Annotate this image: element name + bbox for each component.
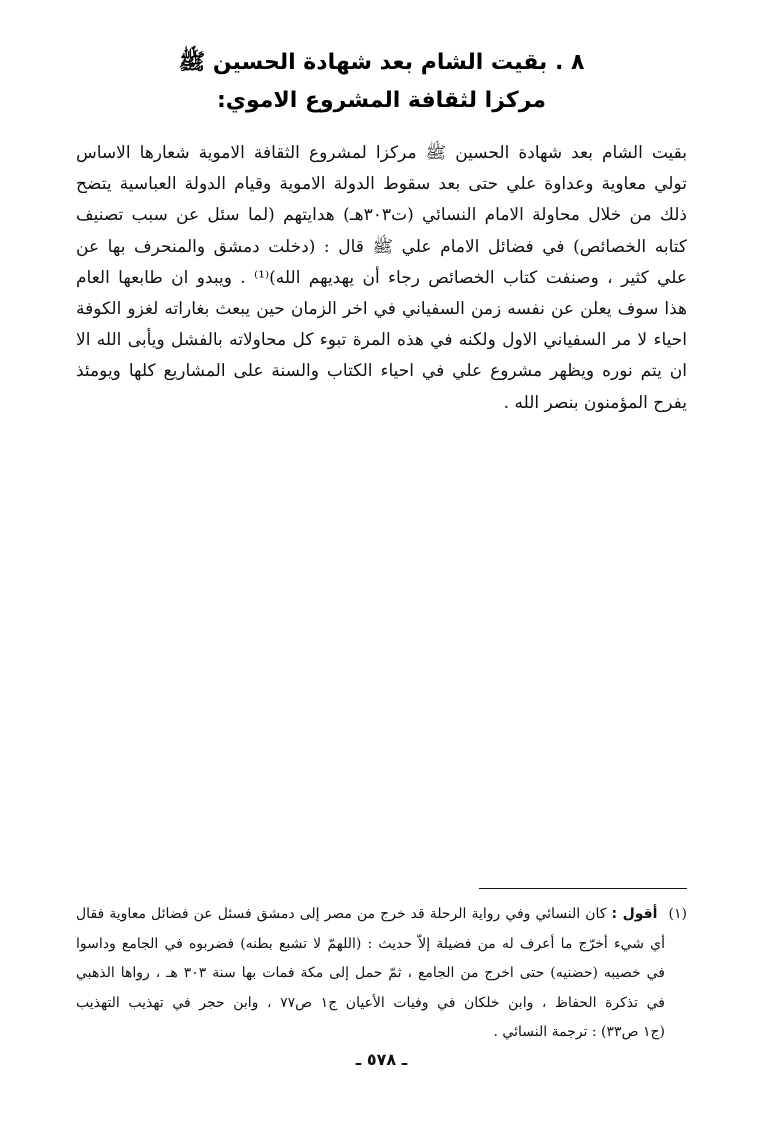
section-heading-line-1: ٨ . بقيت الشام بعد شهادة الحسين ﷺ [178,50,585,75]
footnote-line-1-text: كان النسائي وفي رواية الرحلة قد خرج من مصر إلى دمشق فسئل عن فضائل معاوية فقال [76,906,607,922]
footnote-line-5: (ج١ ص٣٣) : ترجمة النسائي . [493,1024,665,1040]
body-line-3: ذلك من خلال محاولة الامام النسائي (ت٣٠٣هـ) هدايتهم (لما سئل عن سبب تصنيف [76,205,687,226]
footnote-line-3: في خصيبه (حضنيه) حتى اخرج من الجامع ، ثمّ حمل إلى مكة فمات بها سنة ٣٠٣ هـ ، رواها الذهبي [76,965,665,981]
footnote-lead: أقول : [611,906,658,922]
body-line-5: علي كثير ، وصنفت كتاب الخصائص رجاء أن يهديهم الله)⁽¹⁾ . ويبدو ان طابعها العام [76,267,687,288]
footnote-line-2: أي شيء أخرّج ما أعرف له من فضيلة إلاّ حديث : (اللهمّ لا تشبع بطنه) فضربوه في الجامع وداسوا [76,935,665,952]
footnote [76,900,687,1048]
body-line-8: ان يتم نوره ويظهر مشروع علي في احياء الكتاب والسنة على المشاريع كلها ويومئذ [76,361,687,382]
footnote-line-1 [76,900,687,930]
footnote-divider [479,888,687,889]
page-number: ـ ٥٧٨ ـ [355,1050,408,1069]
body-line-9: يفرح المؤمنون بنصر الله . [503,392,687,413]
body-line-2: تولي معاوية وعداوة علي حتى بعد سقوط الدولة الاموية وقيام الدولة العباسية يتضح [76,174,687,195]
footnote-line-4: في تذكرة الحفاظ ، وابن خلكان في وفيات الأعيان ج١ ص٧٧ ، وابن حجر في تهذيب التهذيب [76,994,665,1011]
body-line-4: كتابه الخصائص) في فضائل الامام علي ﷺ قال : (دخلت دمشق والمنحرف بها عن [76,236,687,257]
body-line-7: احياء لا مر السفياني الاول ولكنه في هذه المرة تبوء كل محاولاته بالفشل ويأبى الله الا [76,330,687,351]
footnote-number: (١) [668,906,687,922]
body-line-1: بقيت الشام بعد شهادة الحسين ﷺ مركزا لمشروع الثقافة الاموية شعارها الاساس [76,143,687,163]
body-line-6: هذا سوف يعلن عن نفسه زمن السفياني في اخر الزمان حين يبعث بغاراته لغزو الكوفة [76,298,687,319]
body-paragraph [76,138,687,419]
section-heading-line-2: مركزا لثقافة المشروع الاموي: [216,88,546,113]
